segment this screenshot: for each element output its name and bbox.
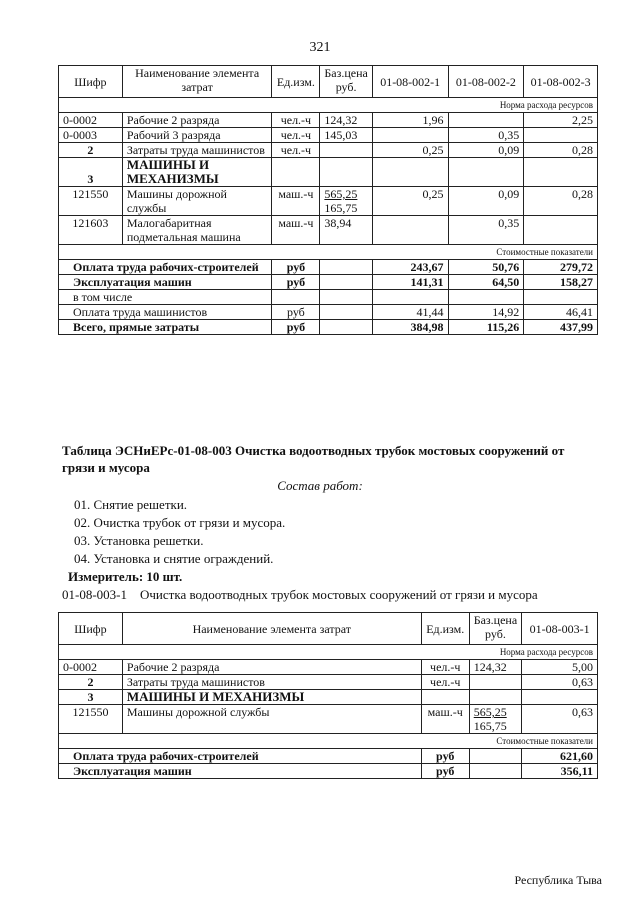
row-price xyxy=(469,705,521,734)
row-price: 124,32 xyxy=(469,660,521,675)
row-price: 124,32 xyxy=(320,113,372,128)
cost-v2: 64,50 xyxy=(448,275,524,290)
cost-name: Эксплуатация машин xyxy=(59,275,272,290)
row-v1: 1,96 xyxy=(372,113,448,128)
section-row xyxy=(59,158,598,187)
table2-header-row xyxy=(59,613,598,645)
row-v3 xyxy=(524,128,598,143)
cost-v1: 356,11 xyxy=(522,764,598,779)
row-name: Рабочие 2 разряда xyxy=(122,660,421,675)
header-name: Наименование элемента затрат xyxy=(122,66,272,98)
cost-unit: руб xyxy=(272,320,320,335)
cost-label: Стоимостные показатели xyxy=(59,245,598,260)
row-unit: чел.-ч xyxy=(272,143,320,158)
cost-row xyxy=(59,260,598,275)
norm-label-row xyxy=(59,98,598,113)
cost-name: Оплата труда рабочих-строителей xyxy=(59,260,272,275)
row-v3: 2,25 xyxy=(524,113,598,128)
cost-row xyxy=(59,764,598,779)
meter-label: Измеритель: 10 шт. xyxy=(68,569,183,584)
row-code: 0-0003 xyxy=(59,128,123,143)
composition-heading: Состав работ: xyxy=(277,478,363,493)
row-unit: маш.-ч xyxy=(272,187,320,216)
cost-row xyxy=(59,290,598,305)
row-name: Рабочие 2 разряда xyxy=(122,113,272,128)
cost-v1: 243,67 xyxy=(372,260,448,275)
row-v1: 5,00 xyxy=(522,660,598,675)
cost-v2: 14,92 xyxy=(448,305,524,320)
header-unit: Ед.изм. xyxy=(272,66,320,98)
row-v1: 0,63 xyxy=(522,675,598,690)
header-price: Баз.цена руб. xyxy=(469,613,521,645)
cost-unit: руб xyxy=(421,749,469,764)
cost-unit: руб xyxy=(272,260,320,275)
row-price xyxy=(320,187,372,216)
cost-v3: 279,72 xyxy=(524,260,598,275)
price-main: 565,25 xyxy=(473,705,507,719)
section-row xyxy=(59,690,598,705)
row-name: Затраты труда машинистов xyxy=(122,143,272,158)
work-item: 01. Снятие решетки. xyxy=(74,497,188,512)
subtable-title: 01-08-003-1 Очистка водоотводных трубок мостовых сооружений от грязи и мусора xyxy=(62,587,538,602)
cost-v1: 621,60 xyxy=(522,749,598,764)
table-title-line1: Таблица ЭСНиЕРс-01-08-003 Очистка водоотводных трубок мостовых сооружений от xyxy=(62,443,565,458)
row-price: 145,03 xyxy=(320,128,372,143)
row-v2: 0,35 xyxy=(448,128,524,143)
row-code: 0-0002 xyxy=(59,113,123,128)
table-row xyxy=(59,128,598,143)
page-footer: Республика Тыва xyxy=(514,873,602,887)
row-unit: чел.-ч xyxy=(272,128,320,143)
row-unit: маш.-ч xyxy=(421,705,469,734)
norm-label-row xyxy=(59,645,598,660)
row-code: 2 xyxy=(59,143,123,158)
header-code: Шифр xyxy=(59,66,123,98)
cost-name: Оплата труда машинистов xyxy=(59,305,272,320)
cost-v3: 46,41 xyxy=(524,305,598,320)
resource-table-2 xyxy=(58,612,598,779)
cost-v3: 158,27 xyxy=(524,275,598,290)
row-price xyxy=(320,143,372,158)
cost-row xyxy=(59,320,598,335)
header-unit: Ед.изм. xyxy=(421,613,469,645)
row-name: Рабочий 3 разряда xyxy=(122,128,272,143)
row-v3: 0,28 xyxy=(524,187,598,216)
cost-v1: 41,44 xyxy=(372,305,448,320)
cost-v2: 50,76 xyxy=(448,260,524,275)
row-code: 121603 xyxy=(59,216,123,245)
row-name: Машины дорожной службы xyxy=(122,705,421,734)
row-code: 121550 xyxy=(59,705,123,734)
row-code: 121550 xyxy=(59,187,123,216)
cost-row xyxy=(59,749,598,764)
section-code: 3 xyxy=(59,158,123,187)
header-col3: 01-08-002-3 xyxy=(524,66,598,98)
table-title-line2: грязи и мусора xyxy=(62,460,150,475)
header-price: Баз.цена руб. xyxy=(320,66,372,98)
row-code: 2 xyxy=(59,675,123,690)
row-name: Малогабаритная подметальная машина xyxy=(122,216,272,245)
cost-v3: 437,99 xyxy=(524,320,598,335)
row-v1 xyxy=(372,216,448,245)
section-name: МАШИНЫ И МЕХАНИЗМЫ xyxy=(122,158,272,187)
header-name: Наименование элемента затрат xyxy=(122,613,421,645)
table-row xyxy=(59,113,598,128)
header-col1: 01-08-002-1 xyxy=(372,66,448,98)
section-code: 3 xyxy=(59,690,123,705)
row-v3 xyxy=(524,216,598,245)
cost-name: Эксплуатация машин xyxy=(59,764,422,779)
row-unit: чел.-ч xyxy=(421,660,469,675)
table-row xyxy=(59,187,598,216)
table1-header-row xyxy=(59,66,598,98)
header-code: Шифр xyxy=(59,613,123,645)
cost-unit: руб xyxy=(272,275,320,290)
cost-label-row xyxy=(59,734,598,749)
row-unit: чел.-ч xyxy=(272,113,320,128)
cost-name: в том числе xyxy=(59,290,272,305)
cost-v1: 384,98 xyxy=(372,320,448,335)
row-name: Машины дорожной службы xyxy=(122,187,272,216)
row-v1 xyxy=(372,128,448,143)
work-item: 03. Установка решетки. xyxy=(74,533,204,548)
row-v3: 0,28 xyxy=(524,143,598,158)
table-row xyxy=(59,660,598,675)
cost-unit: руб xyxy=(421,764,469,779)
row-v1: 0,63 xyxy=(522,705,598,734)
row-v2 xyxy=(448,113,524,128)
cost-name: Оплата труда рабочих-строителей xyxy=(59,749,422,764)
row-name: Затраты труда машинистов xyxy=(122,675,421,690)
table-row xyxy=(59,143,598,158)
row-unit: маш.-ч xyxy=(272,216,320,245)
cost-v1: 141,31 xyxy=(372,275,448,290)
cost-v2: 115,26 xyxy=(448,320,524,335)
cost-row xyxy=(59,275,598,290)
row-v2: 0,09 xyxy=(448,143,524,158)
price-main: 565,25 xyxy=(324,187,358,201)
cost-name: Всего, прямые затраты xyxy=(59,320,272,335)
table-row xyxy=(59,675,598,690)
header-col1: 01-08-003-1 xyxy=(522,613,598,645)
cost-label-row xyxy=(59,245,598,260)
page-number: 321 xyxy=(309,40,331,55)
row-price: 38,94 xyxy=(320,216,372,245)
cost-label: Стоимостные показатели xyxy=(59,734,598,749)
cost-row xyxy=(59,305,598,320)
row-v2: 0,35 xyxy=(448,216,524,245)
row-price xyxy=(469,675,521,690)
row-v2: 0,09 xyxy=(448,187,524,216)
norm-label: Норма расхода ресурсов xyxy=(59,98,598,113)
header-col2: 01-08-002-2 xyxy=(448,66,524,98)
norm-label: Норма расхода ресурсов xyxy=(59,645,598,660)
table-row xyxy=(59,705,598,734)
row-unit: чел.-ч xyxy=(421,675,469,690)
work-item: 04. Установка и снятие ограждений. xyxy=(74,551,274,566)
section-name: МАШИНЫ И МЕХАНИЗМЫ xyxy=(122,690,421,705)
price-secondary: 165,75 xyxy=(473,719,507,733)
row-code: 0-0002 xyxy=(59,660,123,675)
work-item: 02. Очистка трубок от грязи и мусора. xyxy=(74,515,286,530)
row-v1: 0,25 xyxy=(372,187,448,216)
price-secondary: 165,75 xyxy=(324,201,358,215)
resource-table-1 xyxy=(58,65,598,335)
cost-unit: руб xyxy=(272,305,320,320)
table-row xyxy=(59,216,598,245)
row-v1: 0,25 xyxy=(372,143,448,158)
